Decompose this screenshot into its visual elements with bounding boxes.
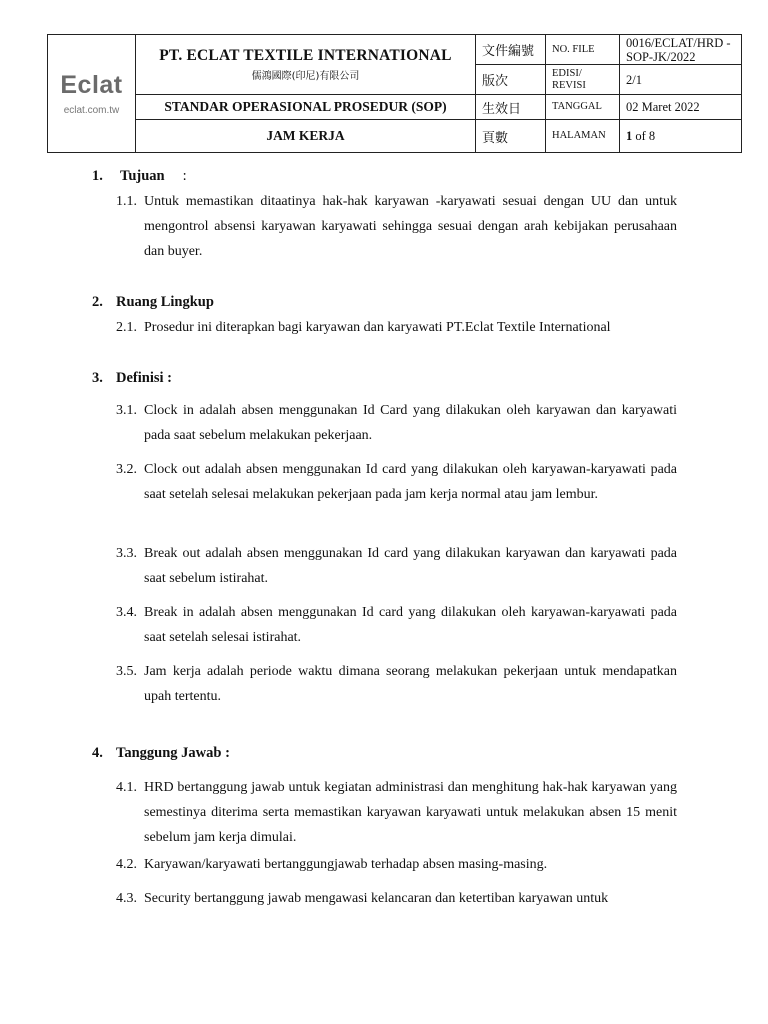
page-number: 1 xyxy=(626,129,633,143)
item-number: 4.2. xyxy=(116,857,137,872)
item-text: Jam kerja adalah periode waktu dimana seorang melakukan pekerjaan untuk mendapatkan upah tertentu. xyxy=(144,664,677,704)
item-number: 2.1. xyxy=(116,320,137,335)
page-of: of xyxy=(635,129,646,143)
list-item xyxy=(116,659,677,709)
section-title xyxy=(92,168,187,185)
list-item xyxy=(116,315,677,340)
item-text: Break in adalah absen menggunakan Id card yang dilakukan oleh karyawan-karyawati pada saat setelah selesai istirahat. xyxy=(144,605,677,645)
list-item xyxy=(116,457,677,507)
logo-wordmark: Eclat xyxy=(60,71,123,99)
list-item xyxy=(116,189,677,264)
item-number: 3.3. xyxy=(116,546,137,561)
cjk-label-page: 頁數 xyxy=(476,120,546,153)
section-heading: Ruang Lingkup xyxy=(116,294,214,310)
item-text: Karyawan/karyawati bertanggungjawab terhadap absen masing-masing. xyxy=(144,857,548,872)
sop-title: STANDAR OPERASIONAL PROSEDUR (SOP) xyxy=(136,95,476,120)
label-file-no: NO. FILE xyxy=(546,35,620,65)
item-text: Clock in adalah absen menggunakan Id Card yang dilakukan oleh karyawan dan karyawati pada saat sebelum melakukan pekerjaan. xyxy=(144,403,677,443)
section-number: 3. xyxy=(92,370,103,386)
company-logo xyxy=(48,35,136,153)
list-item xyxy=(116,886,677,911)
item-number: 3.2. xyxy=(116,462,137,477)
document-header-table xyxy=(47,34,742,153)
label-edition: EDISI/ REVISI xyxy=(546,65,620,95)
company-name: PT. ECLAT TEXTILE INTERNATIONAL xyxy=(159,47,452,64)
item-number: 3.4. xyxy=(116,605,137,620)
list-item xyxy=(116,852,677,877)
section-number: 2. xyxy=(92,294,103,310)
list-item xyxy=(116,541,677,591)
section-title xyxy=(92,294,214,311)
section-number: 4. xyxy=(92,745,103,761)
item-number: 4.3. xyxy=(116,891,137,906)
section-colon: : xyxy=(182,168,187,184)
section-heading: Tujuan xyxy=(120,168,165,184)
page-total: 8 xyxy=(648,129,656,143)
value-edition: 2/1 xyxy=(620,65,742,95)
item-number: 1.1. xyxy=(116,194,137,209)
logo-url: eclat.com.tw xyxy=(63,105,120,116)
company-subtitle: 儒鴻國際(印尼)有限公司 xyxy=(251,71,360,82)
value-file-no: 0016/ECLAT/HRD -SOP-JK/2022 xyxy=(620,35,742,65)
company-cell xyxy=(136,35,476,95)
item-number: 3.5. xyxy=(116,664,137,679)
item-text: Prosedur ini diterapkan bagi karyawan dan karyawati PT.Eclat Textile International xyxy=(144,320,611,335)
item-text: Clock out adalah absen menggunakan Id card yang dilakukan oleh karyawan-karyawati pada saat setelah selesai melakukan pekerjaan pada jam kerja normal atau jam lembur. xyxy=(144,462,677,502)
list-item xyxy=(116,600,677,650)
cjk-label-edition: 版次 xyxy=(476,65,546,95)
label-date: TANGGAL xyxy=(546,95,620,120)
label-page: HALAMAN xyxy=(546,120,620,153)
doc-title: JAM KERJA xyxy=(136,120,476,153)
section-heading: Definisi : xyxy=(116,370,172,386)
item-number: 4.1. xyxy=(116,780,137,795)
item-text: HRD bertanggung jawab untuk kegiatan administrasi dan menghitung hak-hak karyawan yang semestinya diterima serta memastikan karyawan karyawati untuk melakukan absen 15 menit sebelum jam kerja dimulai. xyxy=(144,780,677,845)
list-item xyxy=(116,398,677,448)
cjk-label-file-no: 文件編號 xyxy=(476,35,546,65)
item-text: Security bertanggung jawab mengawasi kelancaran dan ketertiban karyawan untuk xyxy=(144,891,609,906)
item-number: 3.1. xyxy=(116,403,137,418)
section-heading: Tanggung Jawab : xyxy=(116,745,230,761)
list-item xyxy=(116,775,677,850)
cjk-label-date: 生效日 xyxy=(476,95,546,120)
item-text: Untuk memastikan ditaatinya hak-hak karyawan -karyawati sesuai dengan UU dan untuk mengontrol absensi karyawan karyawati sehingga sesuai dengan arah kebijakan perusahaan dan buyer. xyxy=(144,194,677,259)
section-number: 1. xyxy=(92,168,103,184)
section-title xyxy=(92,370,172,387)
value-date: 02 Maret 2022 xyxy=(620,95,742,120)
item-text: Break out adalah absen menggunakan Id card yang dilakukan karyawan dan karyawati pada saat sebelum istirahat. xyxy=(144,546,677,586)
value-page xyxy=(620,120,742,153)
section-title xyxy=(92,745,230,762)
